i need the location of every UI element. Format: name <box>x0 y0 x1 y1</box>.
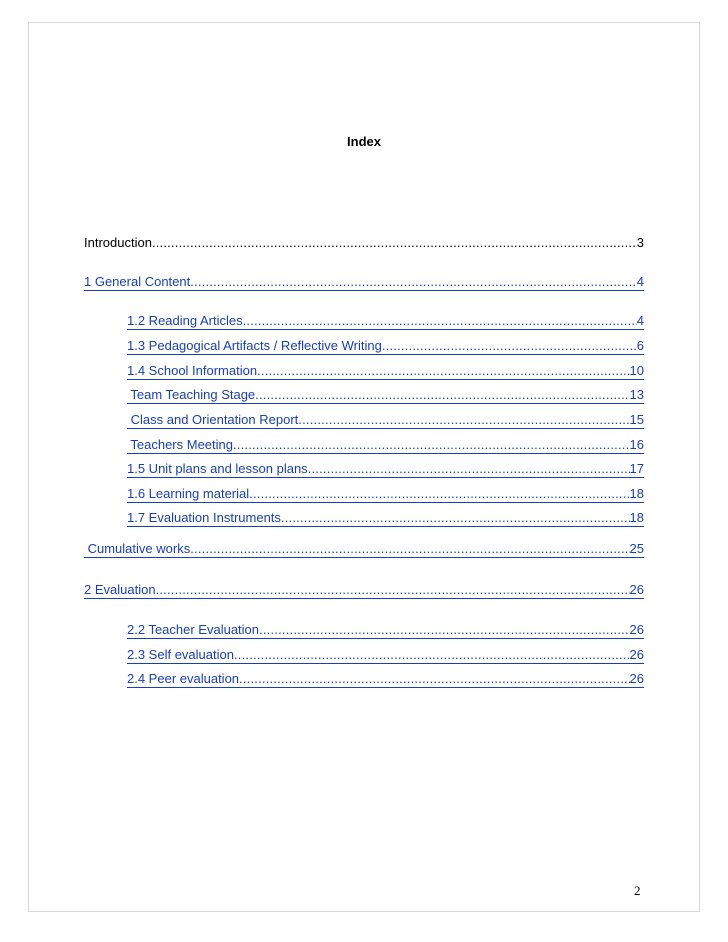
toc-entry-introduction <box>84 235 644 251</box>
toc-leader-dots <box>259 623 630 638</box>
toc-leader-dots <box>298 413 629 428</box>
toc-entry-label: Teachers Meeting <box>127 438 233 452</box>
toc-entry-teacher-evaluation[interactable] <box>127 623 644 639</box>
toc-entry-label: Cumulative works <box>84 542 191 556</box>
page-number: 2 <box>634 883 641 898</box>
toc-entry-school-information[interactable] <box>127 364 644 380</box>
toc-entry-team-teaching-stage[interactable] <box>127 388 644 404</box>
toc-entry-page: 13 <box>629 388 644 402</box>
toc-entry-page: 26 <box>629 583 644 597</box>
toc-entry-class-orientation-report[interactable] <box>127 413 644 429</box>
toc-entry-label: 2.4 Peer evaluation <box>127 672 240 686</box>
toc-leader-dots <box>233 438 630 453</box>
toc-entry-peer-evaluation[interactable] <box>127 672 644 688</box>
toc-entry-self-evaluation[interactable] <box>127 648 644 664</box>
toc-entry-page: 26 <box>629 623 644 637</box>
toc-entry-learning-material[interactable] <box>127 487 644 503</box>
toc-entry-evaluation-instruments[interactable] <box>127 511 644 527</box>
toc-entry-page: 25 <box>629 542 644 556</box>
toc-entry-label: 1.2 Reading Articles <box>127 314 243 328</box>
toc-entry-label: 1.3 Pedagogical Artifacts / Reflective Writing <box>127 339 382 353</box>
toc-entry-page: 3 <box>636 235 644 250</box>
toc-entry-page: 4 <box>636 275 644 289</box>
toc-entry-page: 26 <box>629 648 644 662</box>
toc-entry-pedagogical-artifacts[interactable] <box>127 339 644 355</box>
toc-leader-dots <box>156 583 630 598</box>
toc-leader-dots <box>234 648 630 663</box>
toc-entry-label: 1 General Content <box>84 275 191 289</box>
toc-leader-dots <box>239 672 630 687</box>
toc-entry-label: 2 Evaluation <box>84 583 156 597</box>
toc-leader-dots <box>243 314 637 329</box>
toc-entry-page: 15 <box>629 413 644 427</box>
toc-entry-cumulative-works[interactable] <box>84 542 644 558</box>
toc-leader-dots <box>190 275 637 290</box>
toc-entry-page: 6 <box>636 339 644 353</box>
toc-entry-label: 2.3 Self evaluation <box>127 648 234 662</box>
toc-entry-reading-articles[interactable] <box>127 314 644 330</box>
toc-leader-dots <box>152 235 637 251</box>
toc-leader-dots <box>249 487 629 502</box>
toc-entry-page: 10 <box>629 364 644 378</box>
toc-leader-dots <box>257 364 629 379</box>
toc-entry-label: 1.7 Evaluation Instruments <box>127 511 281 525</box>
toc-entry-label: Class and Orientation Report <box>127 413 299 427</box>
toc-leader-dots <box>281 511 630 526</box>
toc-entry-page: 16 <box>629 438 644 452</box>
toc-entry-label: 1.4 School Information <box>127 364 258 378</box>
toc-entry-teachers-meeting[interactable] <box>127 438 644 454</box>
toc-entry-page: 26 <box>629 672 644 686</box>
toc-entry-evaluation[interactable] <box>84 583 644 599</box>
toc-leader-dots <box>308 462 630 477</box>
toc-entry-general-content[interactable] <box>84 275 644 291</box>
toc-entry-unit-plans[interactable] <box>127 462 644 478</box>
toc-entry-page: 18 <box>629 487 644 501</box>
toc-entry-page: 18 <box>629 511 644 525</box>
toc-entry-label: 1.6 Learning material <box>127 487 250 501</box>
toc-entry-page: 17 <box>629 462 644 476</box>
toc-entry-label: 2.2 Teacher Evaluation <box>127 623 260 637</box>
toc-entry-label: 1.5 Unit plans and lesson plans <box>127 462 308 476</box>
toc-entry-page: 4 <box>636 314 644 328</box>
toc-leader-dots <box>382 339 637 354</box>
index-title: Index <box>347 134 381 149</box>
toc-entry-label: Introduction <box>84 235 152 250</box>
toc-entry-label: Team Teaching Stage <box>127 388 256 402</box>
toc-leader-dots <box>255 388 629 403</box>
toc-leader-dots <box>190 542 629 557</box>
